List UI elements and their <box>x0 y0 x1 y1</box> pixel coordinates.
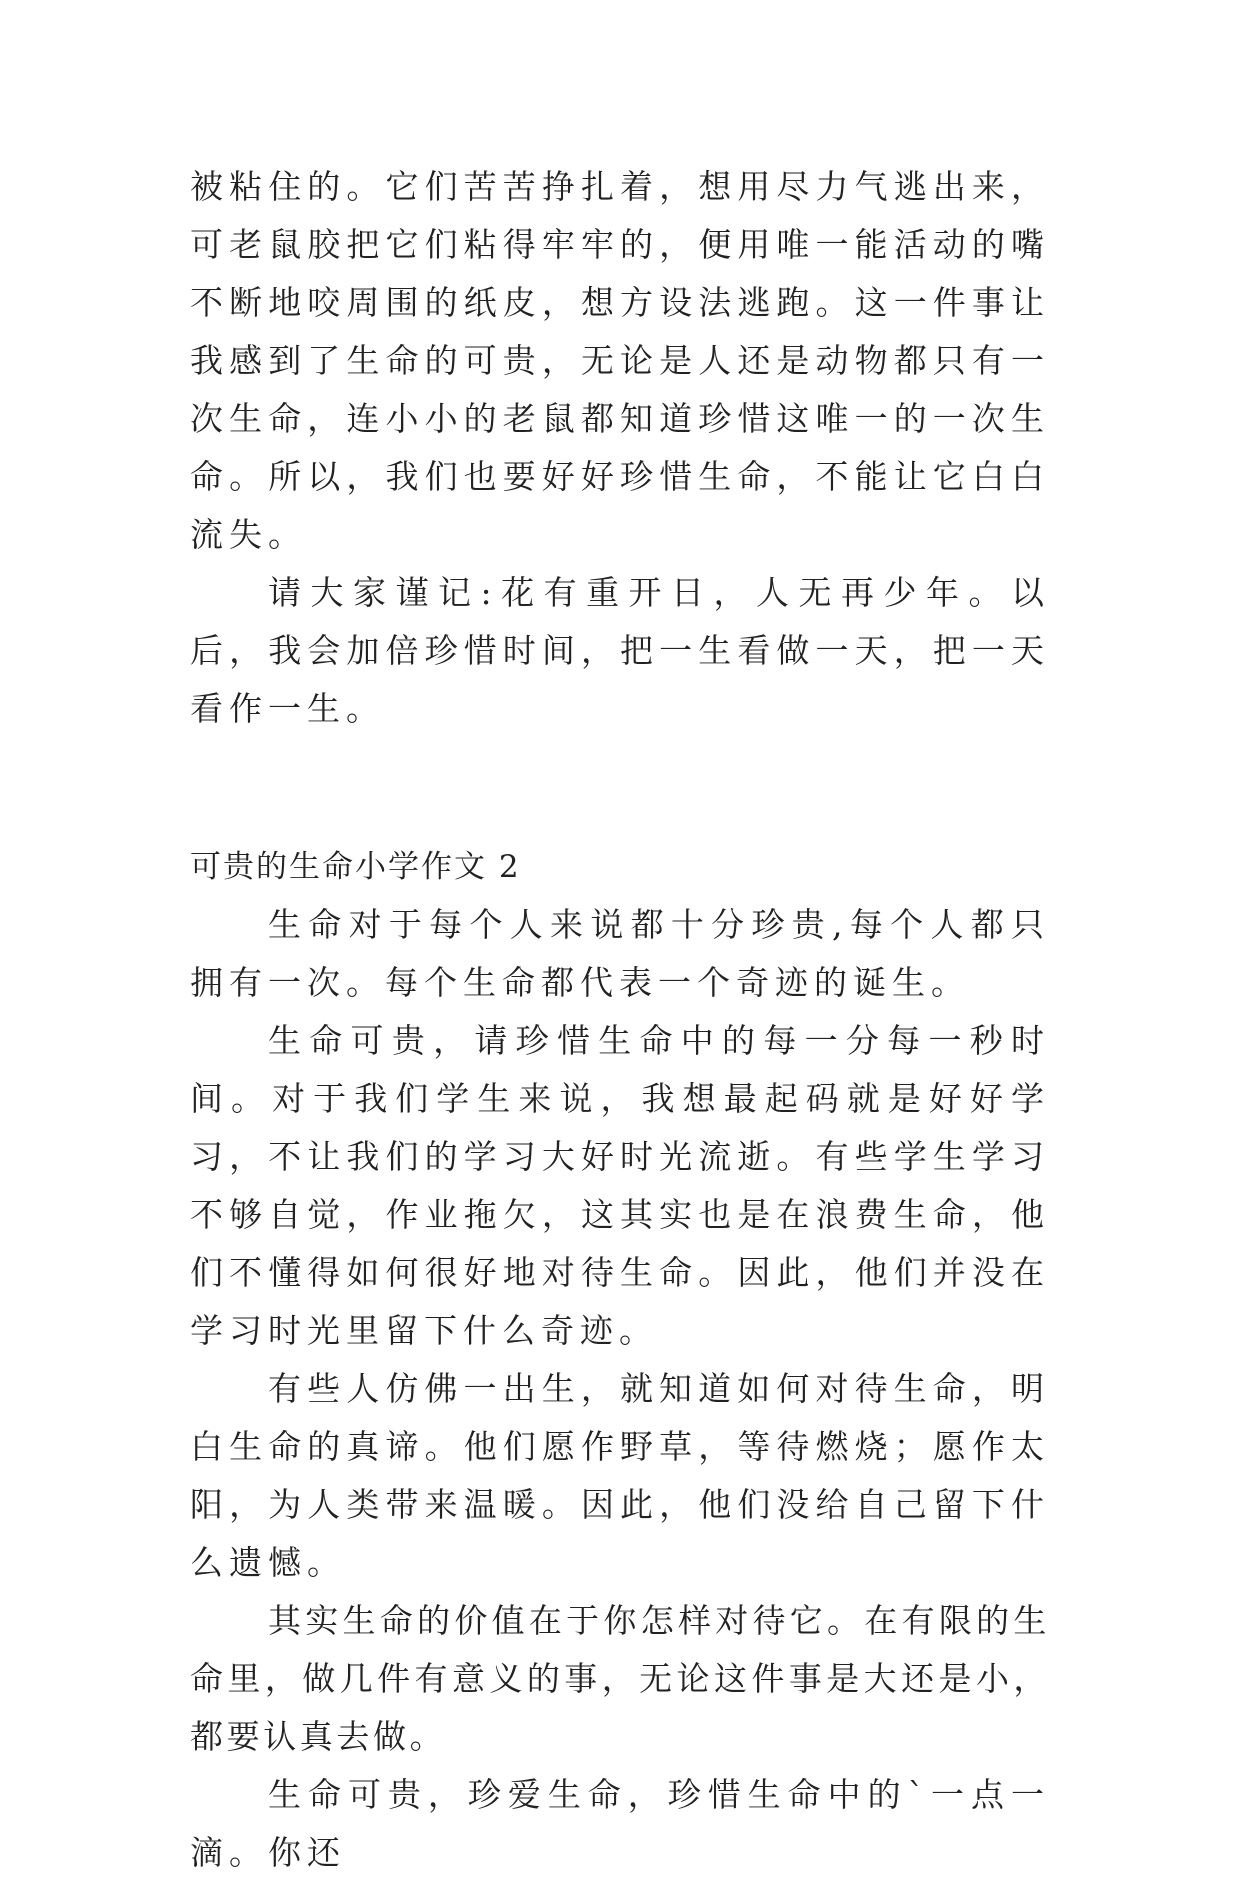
body-paragraph: 其实生命的价值在于你怎样对待它。在有限的生命里，做几件有意义的事，无论这件事是大还是小，都要认真去做。 <box>190 1601 1050 1756</box>
body-paragraph: 请大家谨记:花有重开日，人无再少年。以后，我会加倍珍惜时间，把一生看做一天，把一天看作一生。 <box>190 573 1050 728</box>
body-paragraph: 有些人仿佛一出生，就知道如何对待生命，明白生命的真谛。他们愿作野草，等待燃烧；愿作太阳，为人类带来温暖。因此，他们没给自己留下什么遗憾。 <box>190 1369 1050 1582</box>
body-paragraph: 生命可贵，请珍惜生命中的每一分每一秒时间。对于我们学生来说，我想最起码就是好好学习，不让我们的学习大好时光流逝。有些学生学习不够自觉，作业拖欠，这其实也是在浪费生命，他们不懂得如何很好地对待生命。因此，他们并没在学习时光里留下什么奇迹。 <box>190 1021 1050 1350</box>
document-page <box>190 158 1050 1882</box>
body-paragraph: 生命可贵，珍爱生命，珍惜生命中的`一点一滴。你还 <box>190 1775 1050 1872</box>
body-paragraph: 被粘住的。它们苦苦挣扎着，想用尽力气逃出来，可老鼠胶把它们粘得牢牢的，便用唯一能活动的嘴不断地咬周围的纸皮，想方设法逃跑。这一件事让我感到了生命的可贵，无论是人还是动物都只有一次生命，连小小的老鼠都知道珍惜这唯一的一次生命。所以，我们也要好好珍惜生命，不能让它白白流失。 <box>190 167 1050 554</box>
body-paragraph: 生命对于每个人来说都十分珍贵,每个人都只拥有一次。每个生命都代表一个奇迹的诞生。 <box>190 905 1050 1002</box>
section-title: 可贵的生命小学作文 2 <box>190 849 521 885</box>
